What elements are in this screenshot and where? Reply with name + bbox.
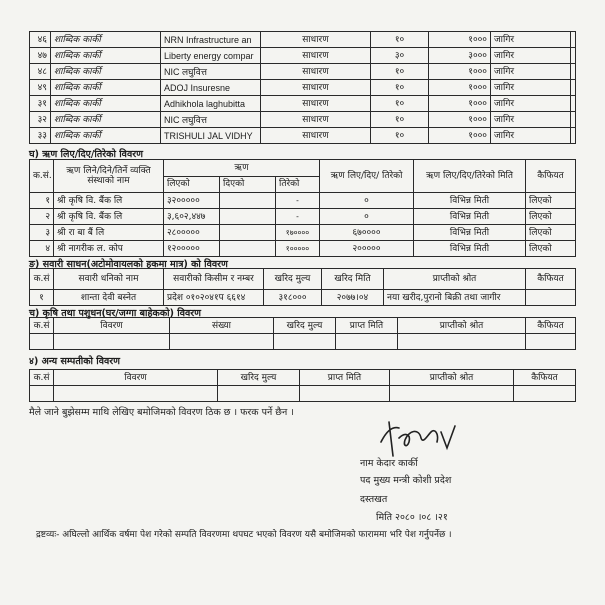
loan-given — [220, 241, 276, 257]
other-empty-row — [30, 386, 576, 402]
share-row — [30, 48, 576, 64]
share-holder: शाब्दिक कार्की — [51, 128, 161, 144]
share-qty: १० — [371, 112, 429, 128]
loan-date: विभिन्न मिती — [414, 193, 526, 209]
footnote: द्रष्टव्यः- अघिल्लो आर्थिक वर्षमा पेश गरेको सम्पति विवरणमा थपघट भएको विवरण यसै बमोजिमको फाराममा भरि पेश गर्नुपर्नेछ । — [36, 530, 452, 540]
loans-header-taken: लिएको — [164, 176, 220, 193]
loan-party: श्री रा बा बैं लि — [54, 225, 164, 241]
vehicles-header-sn: क.सं — [30, 269, 54, 290]
share-row — [30, 64, 576, 80]
land-header-date: प्राप्त मिति — [336, 318, 398, 334]
loan-date: विभिन्न मिती — [414, 209, 526, 225]
share-amount: ३००० — [429, 48, 491, 64]
vehicle-price: ३१८००० — [264, 290, 322, 306]
share-blank — [571, 64, 576, 80]
share-kind: साधारण — [261, 80, 371, 96]
loan-sn: ४ — [30, 241, 54, 257]
land-table — [29, 317, 576, 350]
share-blank — [571, 48, 576, 64]
loan-taken: १२००००० — [164, 241, 220, 257]
share-holder: शाब्दिक कार्की — [51, 64, 161, 80]
signature-label: दस्तखत — [360, 494, 388, 505]
loan-paid: १००००० — [276, 241, 320, 257]
share-company: ADOJ Insuresne — [161, 80, 261, 96]
share-row — [30, 32, 576, 48]
vehicle-remark — [526, 290, 576, 306]
vehicle-owner: शान्ता देवी बस्नेत — [54, 290, 164, 306]
signatory-name: नाम केदार कार्की — [360, 458, 418, 469]
share-holder: शाब्दिक कार्की — [51, 32, 161, 48]
vehicle-sn: १ — [30, 290, 54, 306]
land-empty-row — [30, 334, 576, 350]
other-heading: ४) अन्य सम्पतीको विवरण — [29, 356, 121, 367]
share-company: NRN Infrastructure an — [161, 32, 261, 48]
loans-header-loan: ऋण — [164, 160, 320, 177]
share-holder: शाब्दिक कार्की — [51, 48, 161, 64]
loan-row — [30, 241, 576, 257]
land-header-source: प्राप्तीको श्रोत — [398, 318, 526, 334]
loans-header-paid: तिरेको — [276, 176, 320, 193]
vehicles-header-number: सवारीको किसीम र नम्बर — [164, 269, 264, 290]
signatory-date: मिति २०८० ।०८ ।२१ — [376, 512, 448, 523]
land-header-price: खरिद मुल्य — [274, 318, 336, 334]
share-row — [30, 80, 576, 96]
other-header-source: प्राप्तीको श्रोत — [390, 370, 514, 386]
loan-remark: लिएको — [526, 241, 576, 257]
share-blank — [571, 96, 576, 112]
signature-scribble — [375, 412, 465, 460]
vehicles-header-price: खरिद मुल्य — [264, 269, 322, 290]
share-sn: ४९ — [30, 80, 51, 96]
loan-party: श्री कृषि वि. बैंक लि — [54, 193, 164, 209]
share-company: Adhikhola laghubitta — [161, 96, 261, 112]
share-qty: ३० — [371, 48, 429, 64]
vehicles-header-owner: सवारी धनिको नाम — [54, 269, 164, 290]
share-sn: ३१ — [30, 96, 51, 112]
share-amount: १००० — [429, 32, 491, 48]
share-blank — [571, 128, 576, 144]
vehicle-row — [30, 290, 576, 306]
loans-heading: घ) ऋण लिए/दिए/तिरेको विवरण — [29, 149, 143, 160]
share-kind: साधारण — [261, 64, 371, 80]
share-blank — [571, 112, 576, 128]
share-amount: १००० — [429, 64, 491, 80]
share-remark: जागिर — [491, 128, 571, 144]
share-row — [30, 128, 576, 144]
loan-balance: ६७०००० — [320, 225, 414, 241]
vehicles-heading: ङ) सवारी साधन(अटोमोवायलको हकमा मात्र) को विवरण — [29, 259, 228, 270]
share-blank — [571, 32, 576, 48]
land-header-count: संख्या — [170, 318, 274, 334]
share-qty: १० — [371, 32, 429, 48]
share-kind: साधारण — [261, 128, 371, 144]
other-header-remarks: कैफियत — [514, 370, 576, 386]
share-blank — [571, 80, 576, 96]
loan-row — [30, 193, 576, 209]
vehicle-date: २०७७।०४ — [322, 290, 384, 306]
loan-paid: - — [276, 209, 320, 225]
loan-paid: १७०००० — [276, 225, 320, 241]
share-remark: जागिर — [491, 64, 571, 80]
share-company: NIC लघुवित्त — [161, 112, 261, 128]
share-remark: जागिर — [491, 112, 571, 128]
signatory-post: पद मुख्य मन्त्री कोशी प्रदेश — [360, 475, 452, 486]
loan-given — [220, 209, 276, 225]
loan-row — [30, 209, 576, 225]
share-qty: १० — [371, 96, 429, 112]
other-header-price: खरिद मुल्य — [218, 370, 300, 386]
loan-taken: ३,६०२,४४७ — [164, 209, 220, 225]
share-holder: शाब्दिक कार्की — [51, 112, 161, 128]
share-company: TRISHULI JAL VIDHY — [161, 128, 261, 144]
loan-remark: लिएको — [526, 193, 576, 209]
vehicles-header-remarks: कैफियत — [526, 269, 576, 290]
loan-remark: लिएको — [526, 209, 576, 225]
land-header-remarks: कैफियत — [526, 318, 576, 334]
share-sn: ४६ — [30, 32, 51, 48]
share-qty: १० — [371, 80, 429, 96]
loan-balance: २००००० — [320, 241, 414, 257]
share-qty: १० — [371, 64, 429, 80]
share-amount: १००० — [429, 112, 491, 128]
share-holder: शाब्दिक कार्की — [51, 80, 161, 96]
loan-remark: लिएको — [526, 225, 576, 241]
share-remark: जागिर — [491, 80, 571, 96]
declaration-text: मैले जाने बुझेसम्म माथि लेखिए बमोजिमको विवरण ठिक छ । फरक पर्ने छैन । — [29, 407, 294, 418]
land-heading: च) कृषि तथा पशुधन(घर/जग्गा बाहेकको) विवरण — [29, 308, 202, 319]
loan-party: श्री कृषि वि. बैंक लि — [54, 209, 164, 225]
share-sn: ४८ — [30, 64, 51, 80]
share-company: NIC लघुवित्त — [161, 64, 261, 80]
vehicles-header-source: प्राप्तीको श्रोत — [384, 269, 526, 290]
share-holder: शाब्दिक कार्की — [51, 96, 161, 112]
loan-row — [30, 225, 576, 241]
share-qty: १० — [371, 128, 429, 144]
loans-header-remarks: कैफियत — [526, 160, 576, 193]
loans-header-date: ऋण लिए/दिए/तिरेको मिति — [414, 160, 526, 193]
share-amount: १००० — [429, 96, 491, 112]
loans-table — [29, 159, 576, 257]
loan-date: विभिन्न मिती — [414, 225, 526, 241]
loan-given — [220, 193, 276, 209]
share-remark: जागिर — [491, 96, 571, 112]
land-header-desc: विवरण — [54, 318, 170, 334]
loan-paid: - — [276, 193, 320, 209]
other-table — [29, 369, 576, 402]
loans-header-given: दिएको — [220, 176, 276, 193]
share-remark: जागिर — [491, 32, 571, 48]
loan-date: विभिन्न मिती — [414, 241, 526, 257]
share-remark: जागिर — [491, 48, 571, 64]
share-amount: १००० — [429, 128, 491, 144]
share-amount: १००० — [429, 80, 491, 96]
other-header-date: प्राप्त मिति — [300, 370, 390, 386]
loan-taken: २८००००० — [164, 225, 220, 241]
loans-header-sn: क.सं. — [30, 160, 54, 193]
vehicle-source: नया खरीद,पुरानो बिक्री तथा जागीर — [384, 290, 526, 306]
share-sn: ३२ — [30, 112, 51, 128]
loans-header-status: ऋण लिए/दिए/ तिरेको — [320, 160, 414, 193]
other-header-sn: क.सं — [30, 370, 54, 386]
share-sn: ४७ — [30, 48, 51, 64]
vehicles-header-date: खरिद मिति — [322, 269, 384, 290]
loan-balance: ० — [320, 209, 414, 225]
share-row — [30, 112, 576, 128]
shares-table — [29, 31, 576, 144]
loans-header-party: ऋण लिने/दिने/तिर्ने व्यक्ति संस्थाको नाम — [54, 160, 164, 193]
share-row — [30, 96, 576, 112]
loan-taken: ३२००००० — [164, 193, 220, 209]
share-kind: साधारण — [261, 96, 371, 112]
loan-balance: ० — [320, 193, 414, 209]
vehicle-number: प्रदेश ०१०२०४१प ६६१४ — [164, 290, 264, 306]
loan-sn: ३ — [30, 225, 54, 241]
share-sn: ३३ — [30, 128, 51, 144]
loan-party: श्री नागरीक ल. कोप — [54, 241, 164, 257]
share-kind: साधारण — [261, 48, 371, 64]
share-kind: साधारण — [261, 112, 371, 128]
share-kind: साधारण — [261, 32, 371, 48]
loan-given — [220, 225, 276, 241]
share-company: Liberty energy compar — [161, 48, 261, 64]
loan-sn: १ — [30, 193, 54, 209]
other-header-desc: विवरण — [54, 370, 218, 386]
vehicles-table — [29, 268, 576, 306]
land-header-sn: क.सं — [30, 318, 54, 334]
loan-sn: २ — [30, 209, 54, 225]
